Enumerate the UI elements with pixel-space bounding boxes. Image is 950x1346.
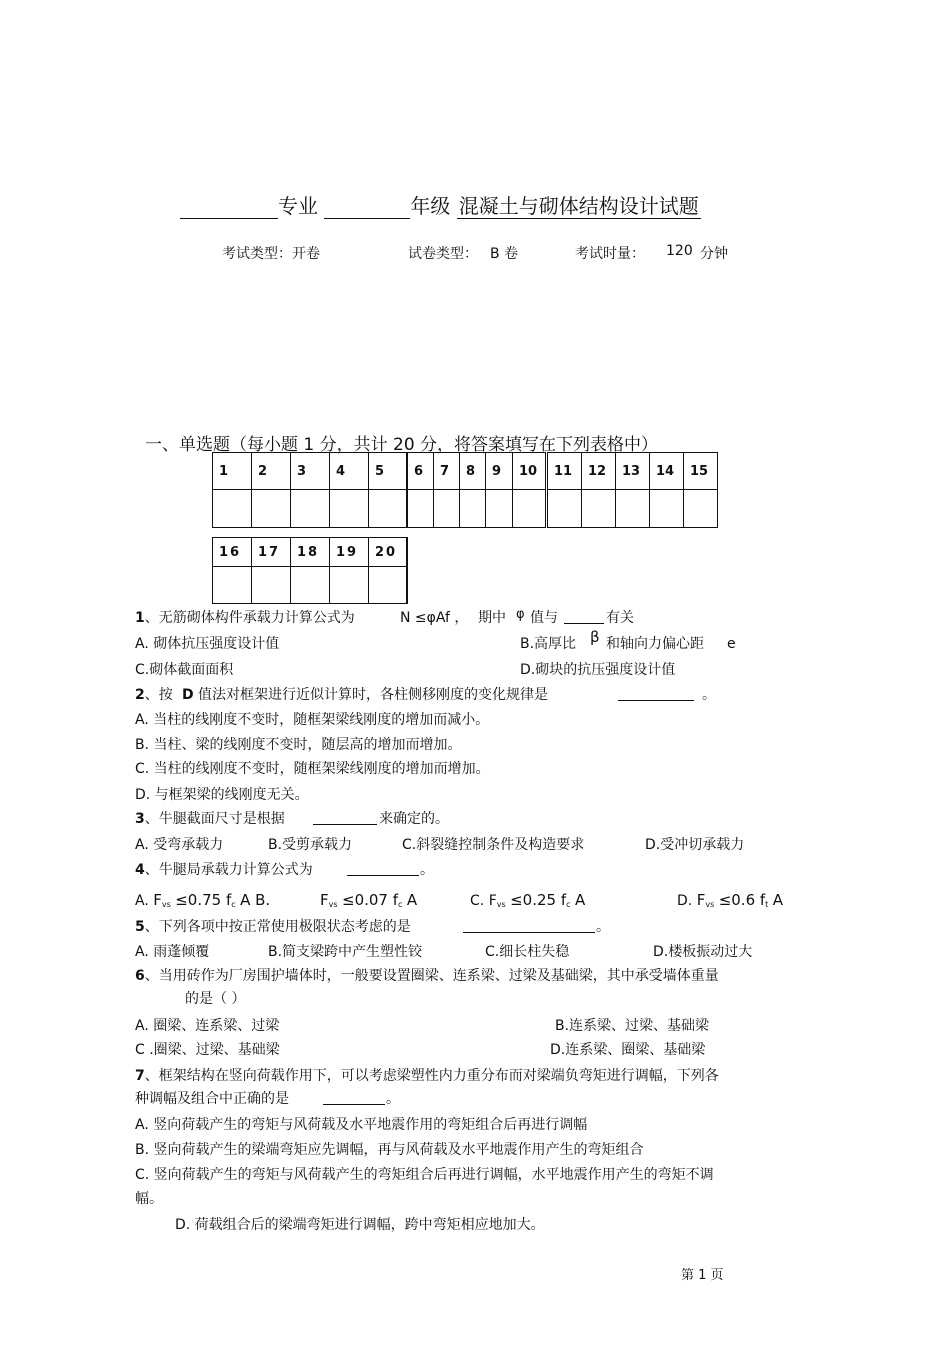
q2-option-c: C. 当柱的线刚度不变时，随框架梁线刚度的增加而增加。 (135, 761, 490, 777)
page-number: 第 1 页 (681, 1268, 724, 1283)
exam-title-line (180, 190, 701, 219)
q7-option-a: A. 竖向荷载产生的弯矩与风荷载及水平地震作用的弯矩组合后再进行调幅 (135, 1117, 588, 1133)
question-4 (135, 861, 313, 879)
answer-cell[interactable] (684, 490, 718, 528)
answer-cell[interactable] (291, 490, 330, 528)
q7-blank (323, 1090, 385, 1110)
answer-number: 18 (291, 538, 330, 567)
q4-option-a: A. $F_{vs} \le 0.75$ $f_c$ A B. (135, 891, 271, 909)
q1-stem-b: 期中 (478, 610, 506, 626)
q7-option-c: C. 竖向荷载产生的弯矩与风荷载产生的弯矩组合后再进行调幅，水平地震作用产生的弯矩不调 (135, 1167, 714, 1183)
answer-number: 3 (291, 453, 330, 490)
answer-cell[interactable] (330, 490, 369, 528)
q7-option-d: D. 荷载组合后的梁端弯矩进行调幅，跨中弯矩相应地加大。 (175, 1217, 545, 1233)
q1-stem-c: 值与 (530, 610, 558, 626)
q2-stem-end: 。 (702, 687, 716, 703)
answer-number: 16 (213, 538, 252, 567)
q1-option-d: D.砌块的抗压强度设计值 (520, 662, 676, 678)
question-stem: 、无筋砌体构件承载力计算公式为 (144, 610, 355, 626)
grade-blank (324, 198, 410, 219)
exam-time-unit: 分钟 (700, 246, 728, 262)
q1-option-a: A. 砌体抗压强度设计值 (135, 636, 280, 652)
question-stem: 、框架结构在竖向荷载作用下，可以考虑梁塑性内力重分布而对梁端负弯矩进行调幅，下列各 (144, 1068, 719, 1084)
question-5 (135, 918, 411, 936)
exam-time-value: 120 (666, 243, 693, 259)
question-stem: 、按 (144, 687, 173, 703)
question-7 (135, 1067, 719, 1085)
q5-option-c: C.细长柱失稳 (485, 944, 570, 960)
q4-option-b: $F_{vs} \le 0.07$ $f_c$ A (320, 891, 418, 909)
answer-number: 11 (547, 453, 582, 490)
answer-number: 20 (369, 538, 408, 567)
answer-number: 17 (252, 538, 291, 567)
question-2 (135, 686, 173, 704)
q1-option-b: B.高厚比 (520, 636, 577, 652)
answer-number: 2 (252, 453, 291, 490)
question-stem: 、牛腿截面尺寸是根据 (144, 811, 285, 827)
answer-cell[interactable] (330, 567, 369, 604)
q6-option-b: B.连系梁、过梁、基础梁 (555, 1018, 710, 1034)
section-heading: 一、单选题（每小题 1 分，共计 20 分，将答案填写在下列表格中） (145, 435, 659, 455)
q6-stem-2: 的是（ ） (185, 991, 246, 1007)
q2-stem-b: 值法对框架进行近似计算时，各柱侧移刚度的变化规律是 (198, 687, 548, 703)
q4-option-d: D. $F_{vs} \le 0.6$ $f_t$ A (677, 891, 784, 909)
q1-phi-symbol: φ (516, 607, 525, 622)
q1-option-b-tail: 和轴向力偏心距 (606, 636, 704, 652)
q1-option-c: C.砌体截面面积 (135, 662, 234, 678)
question-stem: 、当用砖作为厂房围护墙体时，一般要设置圈梁、连系梁、过梁及基础梁，其中承受墙体重量 (144, 968, 719, 984)
q2-option-a: A. 当柱的线刚度不变时，随框架梁线刚度的增加而减小。 (135, 712, 490, 728)
answer-table-1 (212, 452, 718, 528)
question-number: 4 (135, 862, 145, 878)
question-6 (135, 967, 719, 985)
q3-option-a: A. 受弯承载力 (135, 837, 224, 853)
q7-stem-2: 种调幅及组合中正确的是 (135, 1091, 289, 1107)
q2-blank (618, 686, 694, 706)
paper-type-value: B 卷 (490, 246, 519, 262)
q6-option-a: A. 圈梁、连系梁、过梁 (135, 1018, 280, 1034)
answer-number: 15 (684, 453, 718, 490)
q3-stem-b: 来确定的。 (379, 811, 449, 827)
q1-stem-d: 有关 (606, 610, 634, 626)
q6-option-d: D.连系梁、圈梁、基础梁 (550, 1042, 706, 1058)
answer-number: 14 (650, 453, 684, 490)
question-number: 3 (135, 811, 145, 827)
q2-d: D (182, 687, 194, 703)
answer-table-2 (212, 537, 408, 604)
q5-blank (463, 918, 595, 938)
answer-cell[interactable] (291, 567, 330, 604)
answer-cell[interactable] (252, 567, 291, 604)
paper-type-label: 试卷类型： (408, 246, 478, 262)
exam-type: 考试类型：开卷 (222, 246, 320, 262)
question-3 (135, 810, 285, 828)
question-number: 7 (135, 1068, 145, 1084)
grade-label: 年级 (410, 194, 451, 218)
answer-cell[interactable] (213, 490, 252, 528)
question-number: 6 (135, 968, 145, 984)
q7-option-b: B. 竖向荷载产生的梁端弯矩应先调幅，再与风荷载及水平地震作用产生的弯矩组合 (135, 1142, 644, 1158)
major-label: 专业 (278, 194, 318, 218)
q5-option-b: B.简支梁跨中产生塑性铰 (268, 944, 423, 960)
answer-number: 5 (369, 453, 408, 490)
answer-cell[interactable] (434, 490, 460, 528)
q4-stem-end: 。 (420, 862, 434, 878)
question-stem: 、下列各项中按正常使用极限状态考虑的是 (144, 919, 411, 935)
answer-cell[interactable] (407, 490, 434, 528)
answer-number: 9 (486, 453, 513, 490)
q7-option-c-cont: 幅。 (135, 1191, 163, 1207)
answer-number: 12 (582, 453, 616, 490)
q1-formula: N ≤φAf ， (400, 610, 469, 626)
q6-option-c: C .圈梁、过梁、基础梁 (135, 1042, 280, 1058)
question-number: 2 (135, 687, 145, 703)
answer-cell[interactable] (616, 490, 650, 528)
q3-blank (313, 810, 377, 830)
answer-number: 1 (213, 453, 252, 490)
q3-option-d: D.受冲切承载力 (645, 837, 745, 853)
question-number: 5 (135, 919, 145, 935)
answer-number: 8 (460, 453, 486, 490)
answer-number: 19 (330, 538, 369, 567)
answer-cell[interactable] (486, 490, 513, 528)
answer-cell[interactable] (650, 490, 684, 528)
answer-cell[interactable] (513, 490, 547, 528)
q1-beta-symbol: β (590, 628, 600, 646)
major-blank (180, 198, 278, 219)
answer-cell[interactable] (252, 490, 291, 528)
q1-blank (564, 609, 604, 629)
answer-number: 13 (616, 453, 650, 490)
q3-option-b: B.受剪承载力 (268, 837, 353, 853)
exam-time-label: 考试时量： (575, 246, 645, 262)
question-1 (135, 609, 355, 627)
q3-option-c: C.斜裂缝控制条件及构造要求 (402, 837, 585, 853)
answer-number: 10 (513, 453, 547, 490)
answer-cell[interactable] (213, 567, 252, 604)
answer-cell[interactable] (582, 490, 616, 528)
answer-cell[interactable] (369, 567, 408, 604)
q2-option-d: D. 与框架梁的线刚度无关。 (135, 787, 309, 803)
answer-number: 7 (434, 453, 460, 490)
course-title: 混凝土与砌体结构设计试题 (458, 194, 699, 218)
q4-blank (347, 861, 419, 881)
q5-option-a: A. 雨蓬倾覆 (135, 944, 210, 960)
q5-option-d: D.楼板振动过大 (653, 944, 753, 960)
answer-number: 4 (330, 453, 369, 490)
answer-cell[interactable] (547, 490, 582, 528)
question-number: 1 (135, 610, 145, 626)
q1-option-b-e: e (727, 636, 736, 652)
q4-option-c: C. $F_{vs} \le 0.25$ $f_c$ A (470, 891, 586, 909)
q2-option-b: B. 当柱、梁的线刚度不变时，随层高的增加而增加。 (135, 737, 462, 753)
q7-stem-end: 。 (386, 1091, 400, 1107)
answer-number: 6 (407, 453, 434, 490)
q5-stem-end: 。 (596, 919, 610, 935)
question-stem: 、牛腿局承载力计算公式为 (144, 862, 313, 878)
answer-cell[interactable] (369, 490, 408, 528)
answer-cell[interactable] (460, 490, 486, 528)
